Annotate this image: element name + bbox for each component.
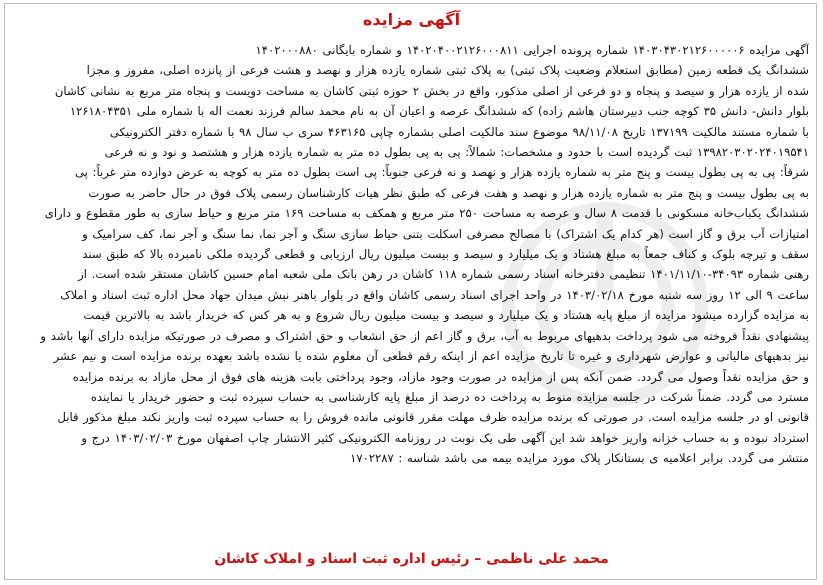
notice-line: نیز بدهیهای مالیاتی و عوارض شهرداری و غیره تا تاریخ مزایده اعم از اینکه رقم قطعی آن معلوم شده یا نشده باشد بعهده برنده مزایده است و نیم عشر xyxy=(53,349,809,364)
notice-line: رهنی شماره ۳۴۰۹۳-۱۴۰۱/۱۱/۱۰ تنظیمی دفترخانه اسناد رسمی شماره ۱۱۸ کاشان در رهن بانک ملی شعبه امام حسین کاشان مستقر شده است. از xyxy=(78,267,809,282)
notice-line: منتشر می گردد. برابر اعلامیه ی بستانکار پلاک مورد مزایده بیمه می باشد شناسه : ۱۷۰۲۲۸۷ xyxy=(350,451,809,466)
notice-line: شده از یازده هزار و سیصد و پنجاه و دو فرعی از اصلی مذکور، واقع در بخش ۲ حوزه ثبتی کاشان به مساحت دویست و پنجاه متر مربع به نشانی کاشان xyxy=(54,83,809,98)
notice-line: به مزایده گزارده میشود مزایده از مبلغ پایه هشتاد و یک میلیارد و سیصد و بیست میلیون ریال شروع و به هر کس که خریدار باشد به بالاترین قیمت xyxy=(83,308,809,323)
notice-line: ساعت ۹ الی ۱۲ روز سه شنبه مورخ ۱۴۰۳/۰۲/۱۸ در واحد اجرای اسناد رسمی کاشان واقع در بلوار باهنر نبش میدان جهاد محل اداره ثبت اسناد و املاک xyxy=(60,287,809,302)
notice-line: با شماره مستند مالکیت ۱۳۷۱۹۹ تاریخ ۹۸/۱۱/۰۸ موضوع سند مالکیت اصلی بشماره چاپی ۴۶۳۱۶۵ سری ب سال ۹۸ با شماره دفتر الکترونیکی xyxy=(109,124,809,139)
notice-line: مسترد می گردد. ضمناً شرکت در جلسه مزایده منوط به پرداخت ده درصد از مبلغ پایه کارشناسی به حساب سپرده ثبت و حضور خریدار یا نماینده xyxy=(90,389,809,404)
notice-line: آگهی مزایده ۱۴۰۳۰۴۳۰۲۱۲۶۰۰۰۰۰۶ شماره پرونده اجرایی ۱۴۰۲۰۴۰۰۲۱۲۶۰۰۰۸۱۱ و شماره بایگانی ۱۴۰۲۰۰۰۸۸۰ xyxy=(255,43,809,57)
notice-signature: محمد علی ناظمی – رئیس اداره ثبت اسناد و املاک کاشان xyxy=(214,551,609,567)
notice-line: پیشنهادی نقداً فروخته می شود پرداخت بدهیهای مربوط به آب، برق و گاز اعم از حق انشعاب و حق اشتراک و مصرف در صورتیکه مزایده دارای آنها باشد و xyxy=(40,328,809,343)
notice-line: قانونی او در جلسه مزایده است. در صورتی که برنده مزایده ظرف مهلت مقرر قانونی مانده فروش را به حساب سپرده ثبت واریز نکند مبلغ مذکور قابل xyxy=(57,410,809,425)
notice-line: ۱۳۹۸۲۰۳۰۲۰۲۴۰۱۹۵۴۱ ثبت گردیده است با حدود و مشخصات: شمالاً: پی به پی بطول ده متر به شماره یازده هزار و هشتصد و نود و نه فرعی xyxy=(104,145,809,160)
notice-line: شرقاً: پی به پی بطول بیست و پنج متر به شماره یازده هزار و نهصد و نه فرعی جنوباً: پی است بطول ده متر به کوچه به عرض دوازده متر غرباً: پی xyxy=(74,165,809,180)
notice-line: و حق مزایده نقداً وصول می گردد. ضمن آنکه پس از مزایده در صورت وجود مازاد، وجود پرداختی بابت هزینه های فوق از محل مازاد به برنده مزایده xyxy=(72,369,809,384)
notice-line: امتیازات آب برق و گاز است (هر کدام یک اشتراک) با مصالح مصرفی اسکلت بتنی حیاط سازی سنگ و آجر نما، نما سنگ و آجر نما، کف سرامیک و xyxy=(82,226,809,241)
notice-title: آگهی مزایده xyxy=(362,10,461,29)
notice-line: ششدانگ یکباب‌خانه مسکونی با قدمت ۸ سال و عرصه به مساحت ۲۵۰ متر مربع و همکف به مساحت ۱۶۹ متر مربع و حیاط سازی به طور مقطوع و دارای xyxy=(44,206,809,221)
notice-line: بلوار دانش- دانش ۳۵ کوچه جنب دبیرستان هاشم زاده) که ششدانگ عرصه و اعیان آن به نام محمد سالم فرزند نعمت اله با شماره ملی ۱۲۶۱۸۰۴۳۵۱ xyxy=(69,104,809,119)
notice-body xyxy=(14,40,809,469)
notice-line: به پی بطول بیست و پنج متر به شماره یازده هزار و نهصد و هفت فرعی که طبق نظر هیات کارشناسان رسمی پلاک فوق در حال حاضر به صورت xyxy=(88,185,809,200)
notice-line: ششدانگ یک قطعه زمین (مطابق استعلام وضعیت پلاک ثبتی) به پلاک ثبتی شماره یازده هزار و نهصد و هشت فرعی از پانزده اصلی، مفروز و مجزا xyxy=(86,63,809,78)
notice-line: سقف و تیرچه بلوک و کناف جمعاً به مبلغ هشتاد و یک میلیارد و سیصد و بیست میلیون ریال ارزیابی و قطعی گردیده ملکی نامبرده بالا که طبق سند xyxy=(82,247,809,262)
notice-line: استرداد نبوده و به حساب خزانه واریز خواهد شد این آگهی طی یک نوبت در روزنامه الکترونیکی کثیر الانتشار چاپ اصفهان مورخ ۱۴۰۳/۰۲/۰۳ درج و xyxy=(81,430,809,445)
